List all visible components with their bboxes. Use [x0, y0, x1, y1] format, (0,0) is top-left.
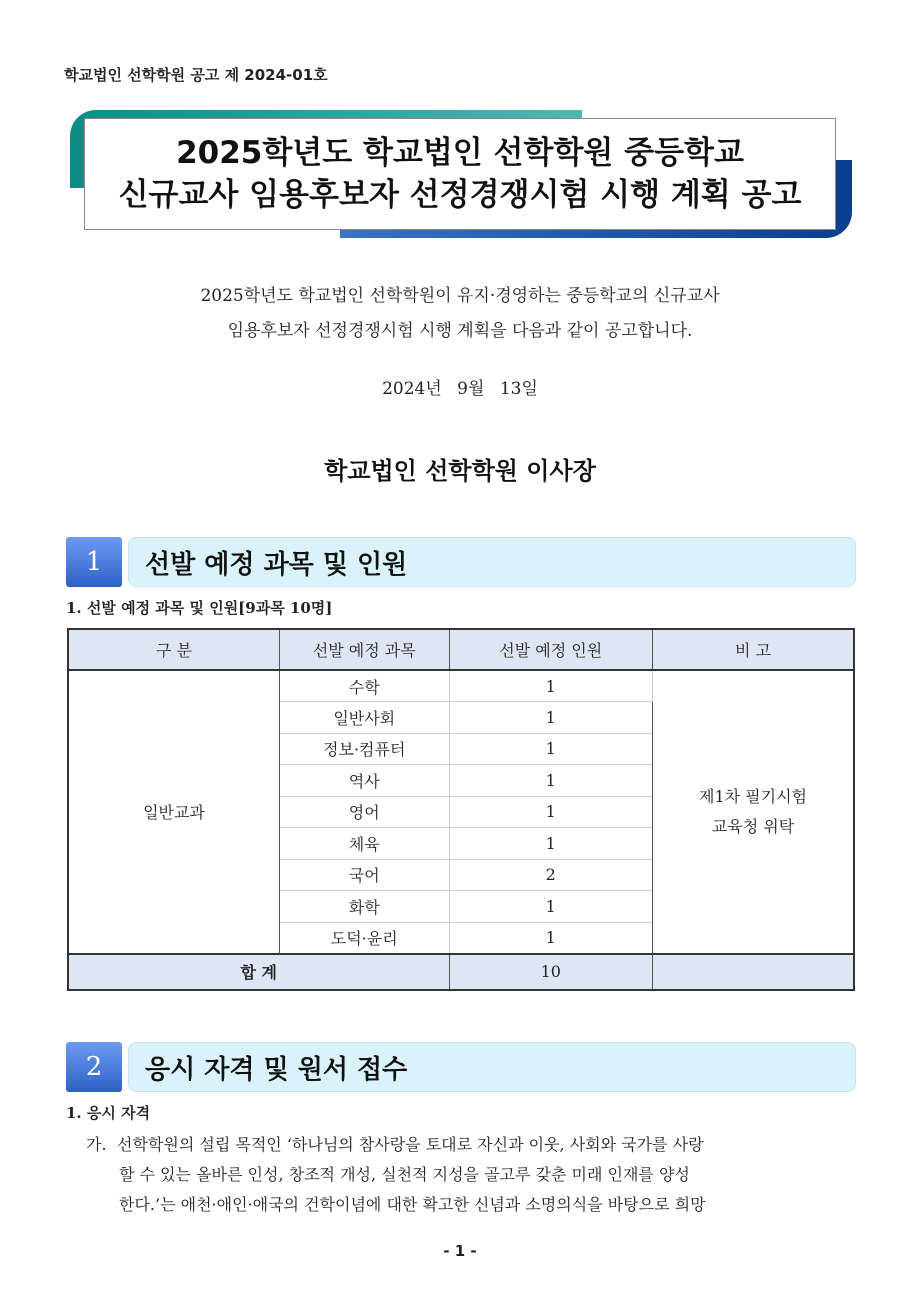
total-value: 10	[449, 954, 652, 990]
table-total-row	[68, 954, 854, 990]
subject-cell: 체육	[279, 828, 449, 860]
section-title: 선발 예정 과목 및 인원	[145, 549, 408, 580]
section-number: 2	[66, 1042, 122, 1092]
note-line-1: 제1차 필기시험	[698, 786, 807, 806]
subject-cell: 일반사회	[279, 702, 449, 734]
subject-cell: 국어	[279, 859, 449, 891]
header-count: 선발 예정 인원	[449, 629, 652, 670]
count-cell: 1	[449, 702, 652, 734]
total-label: 합 계	[68, 954, 449, 990]
title-line-2: 신규교사 임용후보자 선정경쟁시험 시행 계획 공고	[118, 177, 802, 213]
eligibility-paragraph	[86, 1130, 856, 1220]
paragraph-line-1: 선학학원의 설립 목적인 ‘하나님의 참사랑을 토대로 자신과 이웃, 사회와 국가를 사랑	[117, 1135, 704, 1154]
title-box	[84, 118, 836, 230]
subject-cell: 정보·컴퓨터	[279, 733, 449, 765]
count-cell: 2	[449, 859, 652, 891]
issuer: 학교법인 선학학원 이사장	[324, 457, 596, 485]
intro-line-1: 2025학년도 학교법인 선학학원이 유지·경영하는 중등학교의 신규교사	[200, 286, 720, 306]
paragraph-line-2: 할 수 있는 올바른 인성, 창조적 개성, 실천적 지성을 골고루 갖춘 미래 인재를 양성	[119, 1165, 690, 1184]
header-subject: 선발 예정 과목	[279, 629, 449, 670]
section-title-bar	[128, 1042, 856, 1092]
page-number: - 1 -	[443, 1242, 477, 1260]
subject-cell: 수학	[279, 670, 449, 702]
section-title: 응시 자격 및 원서 접수	[145, 1054, 408, 1085]
count-cell: 1	[449, 891, 652, 923]
count-cell: 1	[449, 670, 652, 702]
header-category: 구 분	[68, 629, 279, 670]
table-header-row	[68, 629, 854, 670]
notice-number: 학교법인 선학학원 공고 제 2024-01호	[64, 66, 328, 84]
subject-cell: 영어	[279, 796, 449, 828]
total-note-empty	[653, 954, 855, 990]
subject-cell: 화학	[279, 891, 449, 923]
section-title-bar	[128, 537, 856, 587]
paragraph-line-3: 한다.’는 애천·애인·애국의 건학이념에 대한 확고한 신념과 소명의식을 바탕으로 희망	[119, 1195, 706, 1214]
subject-cell: 역사	[279, 765, 449, 797]
count-cell: 1	[449, 796, 652, 828]
section-2-header	[66, 1042, 856, 1092]
section-1-subtitle: 1. 선발 예정 과목 및 인원[9과목 10명]	[66, 599, 333, 617]
section-number: 1	[66, 537, 122, 587]
note-cell	[653, 670, 855, 954]
count-cell: 1	[449, 828, 652, 860]
count-cell: 1	[449, 733, 652, 765]
header-note: 비 고	[653, 629, 855, 670]
notice-date: 2024년 9월 13일	[382, 379, 538, 399]
selection-table	[67, 628, 855, 991]
subject-cell: 도덕·윤리	[279, 922, 449, 954]
count-cell: 1	[449, 765, 652, 797]
section-2-subtitle: 1. 응시 자격	[66, 1104, 151, 1122]
title-line-1: 2025학년도 학교법인 선학학원 중등학교	[176, 135, 744, 171]
table-row	[68, 670, 854, 702]
category-cell: 일반교과	[68, 670, 279, 954]
title-banner	[70, 110, 852, 238]
section-1-header	[66, 537, 856, 587]
paragraph-marker: 가.	[86, 1135, 107, 1154]
note-line-2: 교육청 위탁	[711, 816, 795, 836]
count-cell: 1	[449, 922, 652, 954]
intro-line-2: 임용후보자 선정경쟁시험 시행 계획을 다음과 같이 공고합니다.	[227, 321, 693, 341]
